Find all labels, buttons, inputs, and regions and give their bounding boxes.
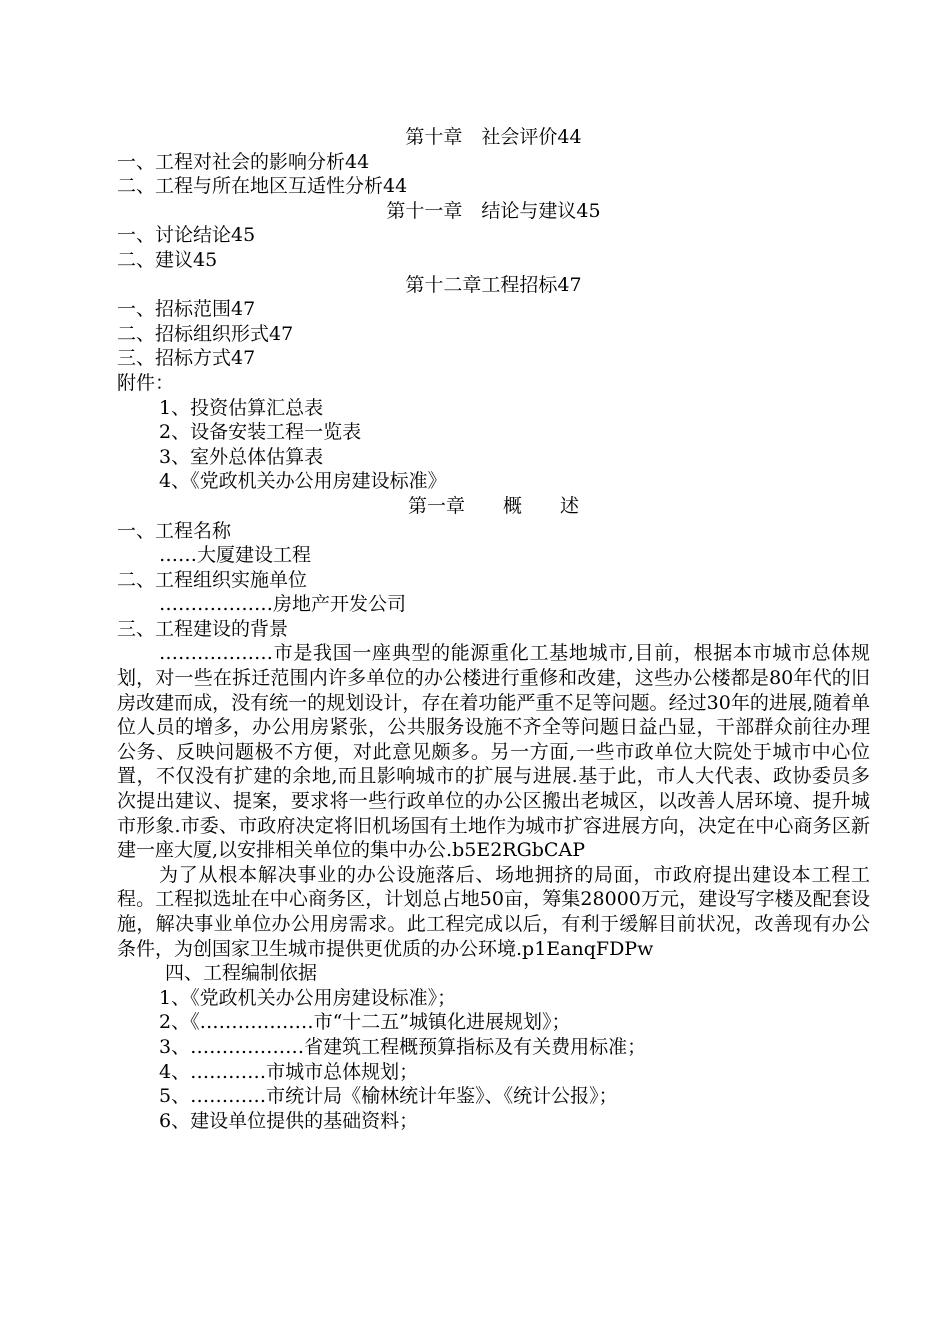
background-paragraph: 为了从根本解决事业的办公设施落后、场地拥挤的局面，市政府提出建设本工程工程。工程拟选址在中心商务区，计划总占地50亩，筹集28000万元，建设写字楼及配套设施，解决事业单位办公用房需求。此工程完成以后，有利于缓解目前状况，改善现有办公条件，为创国家卫生城市提供更优质的办公环境.p1EanqFDPw bbox=[117, 863, 870, 960]
basis-item: 2、《………………市“十二五”城镇化进展规划》； bbox=[159, 1011, 571, 1034]
appendix-item: 4、《党政机关办公用房建设标准》 bbox=[159, 470, 447, 493]
basis-item: 5、…………市统计局《榆林统计年鉴》、《统计公报》； bbox=[159, 1085, 618, 1108]
toc-entry[interactable]: 一、招标范围47 bbox=[117, 298, 256, 321]
basis-item: 6、建设单位提供的基础资料； bbox=[159, 1109, 419, 1132]
basis-item: 1、《党政机关办公用房建设标准》； bbox=[159, 986, 457, 1009]
toc-chapter11-title[interactable]: 第十一章 结论与建议45 bbox=[386, 199, 601, 222]
toc-entry[interactable]: 三、招标方式47 bbox=[117, 347, 256, 370]
background-paragraph: ………………市是我国一座典型的能源重化工基地城市,目前，根据本市城市总体规划，对一些在拆迁范围内许多单位的办公楼进行重修和改建，这些办公楼都是80年代的旧房改建而成，没有统一的规划设计，存在着功能严重不足等问题。经过30年的进展,随着单位人员的增多，办公用房紧张，公共服务设施不齐全等问题日益凸显，干部群众前往办理公务、反映问题极不方便，对此意见颇多。另一方面,一些市政单位大院处于城市中心位置，不仅没有扩建的余地,而且影响城市的扩展与进展.基于此，市人大代表、政协委员多次提出建议、提案，要求将一些行政单位的办公区搬出老城区，以改善人居环境、提升城市形象.市委、市政府决定将旧机场国有土地作为城市扩容进展方向，决定在中心商务区新建一座大厦,以安排相关单位的集中办公.b5E2RGbCAP bbox=[117, 642, 870, 862]
appendix-label: 附件： bbox=[117, 371, 175, 394]
section-heading: 三、工程建设的背景 bbox=[117, 617, 289, 640]
section-heading: 一、工程名称 bbox=[117, 519, 232, 542]
project-name: ……大厦建设工程 bbox=[159, 544, 312, 567]
section-heading: 四、工程编制依据 bbox=[165, 962, 318, 985]
toc-chapter10-title[interactable]: 第十章 社会评价44 bbox=[405, 126, 582, 148]
toc-chapter12-title[interactable]: 第十二章工程招标47 bbox=[405, 273, 582, 296]
toc-entry[interactable]: 一、工程对社会的影响分析44 bbox=[117, 150, 370, 173]
toc-entry[interactable]: 二、建议45 bbox=[117, 248, 218, 271]
appendix-item: 2、设备安装工程一览表 bbox=[159, 421, 362, 444]
section-heading: 二、工程组织实施单位 bbox=[117, 568, 308, 591]
toc-entry[interactable]: 一、讨论结论45 bbox=[117, 224, 256, 247]
basis-item: 3、………………省建筑工程概预算指标及有关费用标准； bbox=[159, 1035, 647, 1058]
document-page bbox=[117, 125, 870, 1133]
implementing-unit: ………………房地产开发公司 bbox=[159, 593, 407, 616]
basis-item: 4、…………市城市总体规划； bbox=[159, 1060, 419, 1083]
appendix-item: 1、投资估算汇总表 bbox=[159, 396, 324, 419]
toc-entry[interactable]: 二、招标组织形式47 bbox=[117, 322, 294, 345]
chapter1-title: 第一章 概 述 bbox=[407, 494, 579, 517]
appendix-item: 3、室外总体估算表 bbox=[159, 445, 324, 468]
toc-entry[interactable]: 二、工程与所在地区互适性分析44 bbox=[117, 175, 408, 198]
